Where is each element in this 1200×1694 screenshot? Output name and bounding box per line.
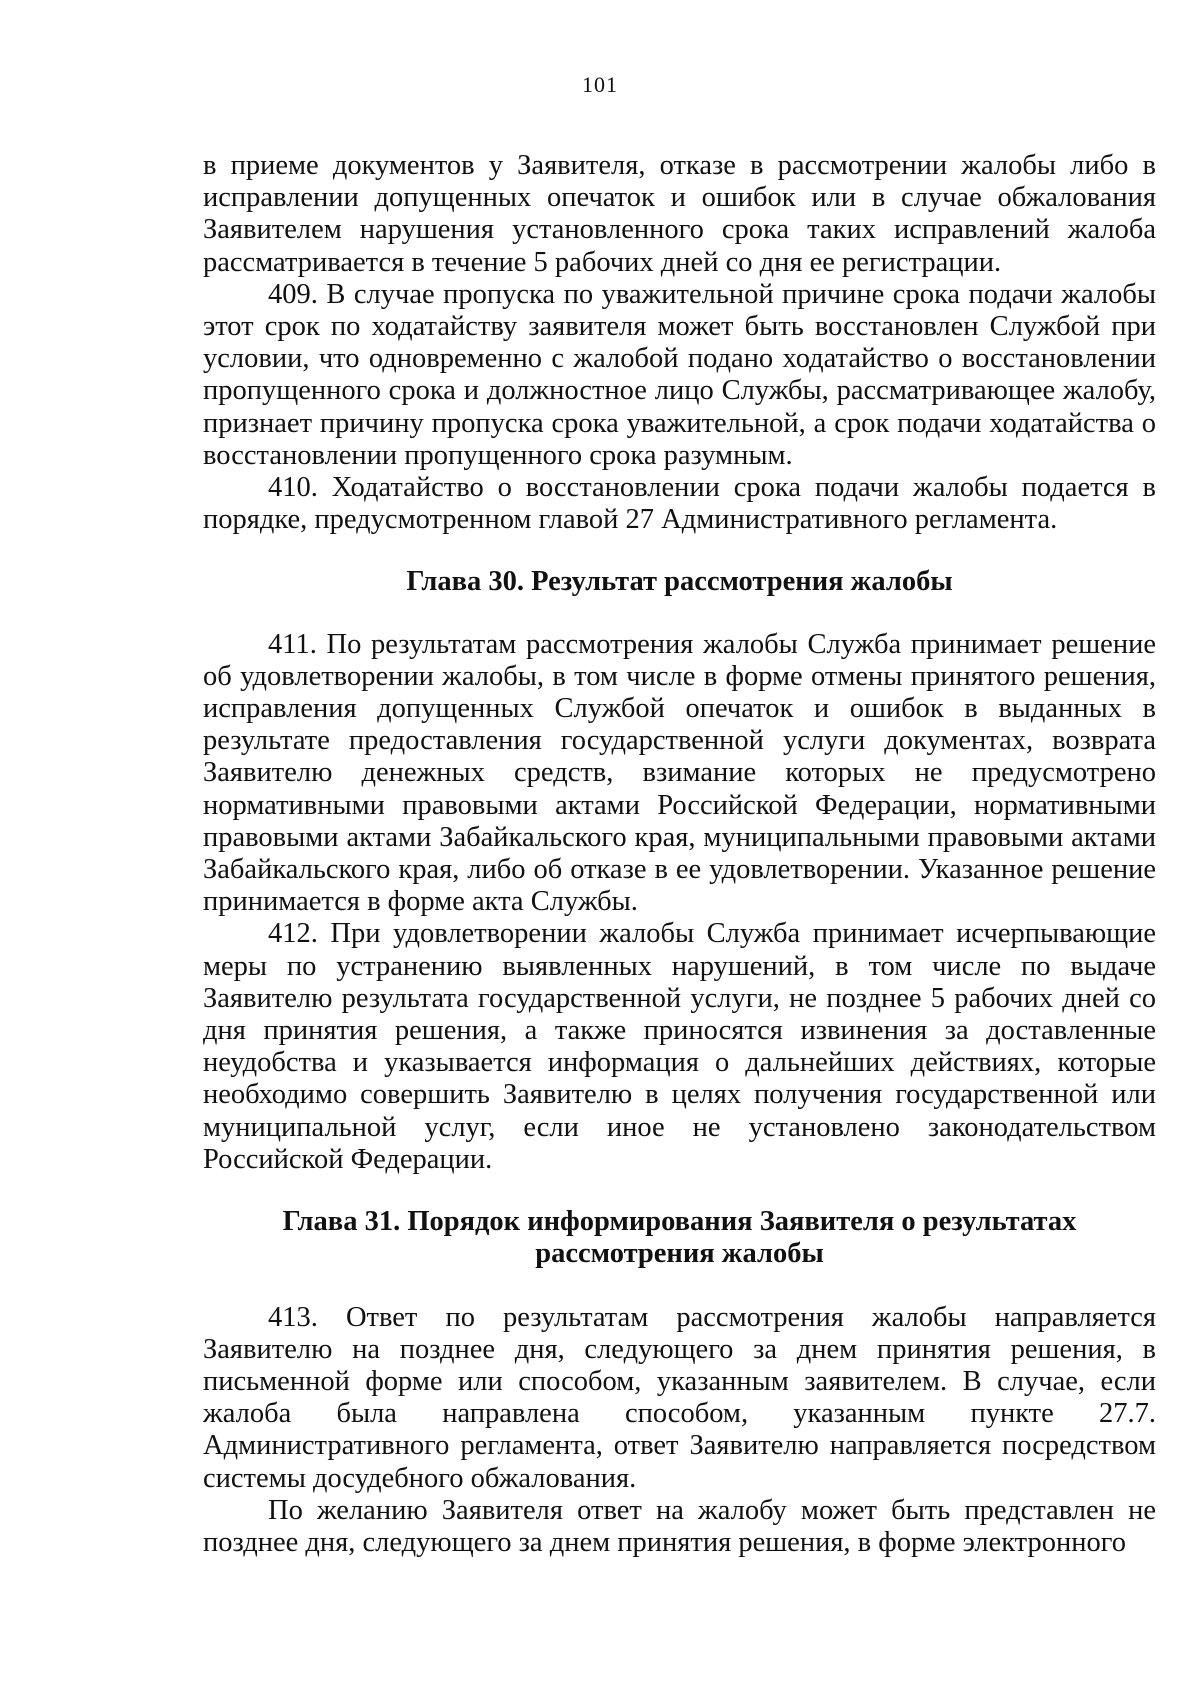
chapter-31-heading (203, 1206, 1156, 1270)
chapter-30-heading: Глава 30. Результат рассмотрения жалобы (406, 566, 953, 598)
chapter-31-heading-line-1: Глава 31. Порядок информирования Заявителя о результатах (282, 1206, 1077, 1238)
paragraph-continuation: в приеме документов у Заявителя, отказе в рассмотрении жалобы либо в исправлении допущенных опечаток и ошибок или в случае обжалования Заявителем нарушения установленного срока таких исправлений жалоба рассматривается в течение 5 рабочих дней со дня ее регистрации. (203, 150, 1156, 278)
paragraph-409: 409. В случае пропуска по уважительной причине срока подачи жалобы этот срок по ходатайству заявителя может быть восстановлен Службой при условии, что одновременно с жалобой подано ходатайство о восстановлении пропущенного срока и должностное лицо Службы, рассматривающее жалобу, признает причину пропуска срока уважительной, а срок подачи ходатайства о восстановлении пропущенного срока разумным. (203, 278, 1156, 471)
paragraph-413: 413. Ответ по результатам рассмотрения жалобы направляется Заявителю на позднее дня, следующего за днем принятия решения, в письменной форме или способом, указанным заявителем. В случае, если жалоба была направлена способом, указанным пункте 27.7. Административного регламента, ответ Заявителю направляется посредством системы досудебного обжалования. (203, 1301, 1156, 1494)
paragraph-411: 411. По результатам рассмотрения жалобы Служба принимает решение об удовлетворении жалобы, в том числе в форме отмены принятого решения, исправления допущенных Службой опечаток и ошибок в выданных в результате предоставления государственной услуги документах, возврата Заявителю денежных средств, взимание которых не предусмотрено нормативными правовыми актами Российской Федерации, нормативными правовыми актами Забайкальского края, муниципальными правовыми актами Забайкальского края, либо об отказе в ее удовлетворении. Указанное решение принимается в форме акта Службы. (203, 628, 1156, 918)
document-body (203, 150, 1156, 1559)
chapter-31-heading-line-2: рассмотрения жалобы (535, 1238, 824, 1270)
paragraph-final: По желанию Заявителя ответ на жалобу может быть представлен не позднее дня, следующего за днем принятия решения, в форме электронного (203, 1494, 1156, 1558)
paragraph-410: 410. Ходатайство о восстановлении срока подачи жалобы подается в порядке, предусмотренном главой 27 Административного регламента. (203, 472, 1156, 536)
page-number: 101 (582, 72, 618, 97)
paragraph-412: 412. При удовлетворении жалобы Служба принимает исчерпывающие меры по устранению выявленных нарушений, в том числе по выдаче Заявителю результата государственной услуги, не позднее 5 рабочих дней со дня принятия решения, а также приносятся извинения за доставленные неудобства и указывается информация о дальнейших действиях, которые необходимо совершить Заявителю в целях получения государственной или муниципальной услуг, если иное не установлено законодательством Российской Федерации. (203, 918, 1156, 1175)
